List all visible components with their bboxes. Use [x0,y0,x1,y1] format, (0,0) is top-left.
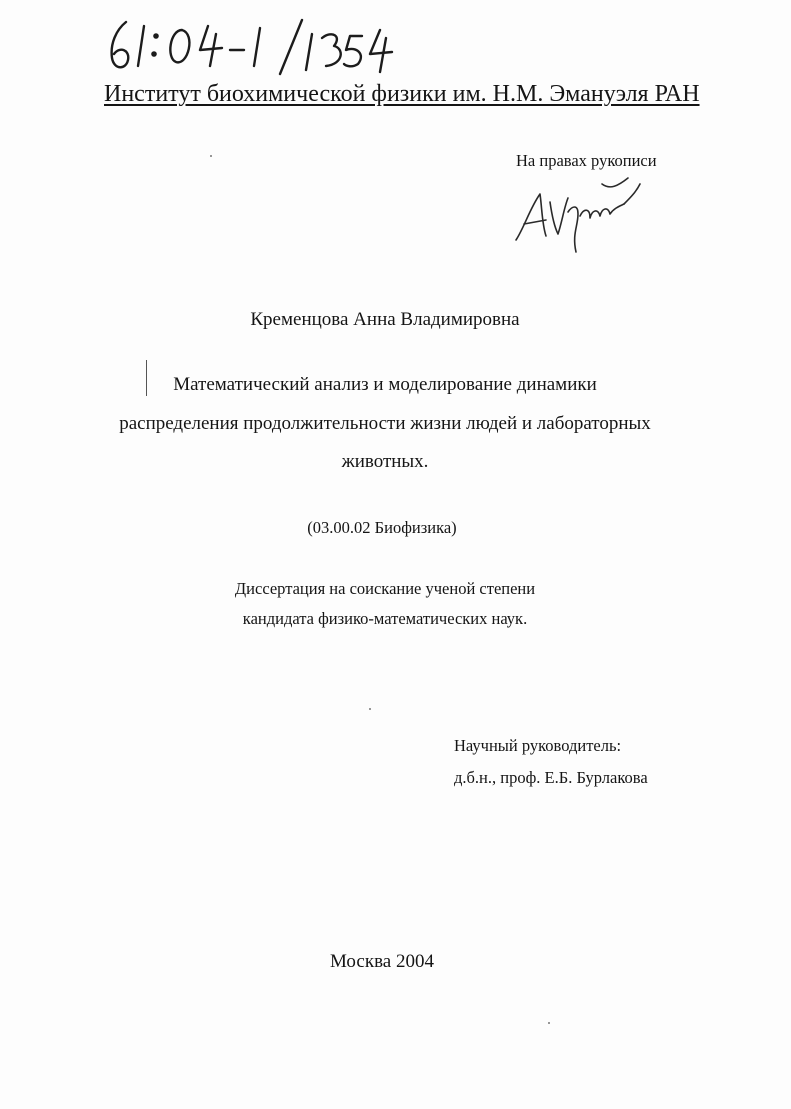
handwritten-signature [506,168,656,258]
thesis-title-line-3: животных. [341,451,429,472]
degree-line-1: Диссертация на соискание ученой степени [234,579,536,598]
thesis-title-line-2: распределения продолжительности жизни людей и лабораторных [119,413,651,434]
institute-name: Институт биохимической физики им. Н.М. Эмануэля РАН [104,81,700,107]
supervisor-name: д.б.н., проф. Е.Б. Бурлакова [454,768,648,787]
supervisor-label: Научный руководитель: [454,736,622,755]
degree-line-2: кандидата физико-математических наук. [242,609,528,628]
rights-note: На правах рукописи [516,151,657,170]
city-year: Москва 2004 [330,951,434,972]
scan-speck [210,155,212,157]
scan-speck [548,1022,550,1024]
handwritten-shelfmark [104,16,394,78]
thesis-title-line-1: Математический анализ и моделирование динамики [173,374,597,395]
scan-speck [369,708,371,710]
shelfmark-handwriting [104,16,394,78]
signature-scribble [506,168,656,258]
speciality-code: (03.00.02 Биофизика) [307,518,457,537]
author-name: Кременцова Анна Владимировна [250,309,520,330]
